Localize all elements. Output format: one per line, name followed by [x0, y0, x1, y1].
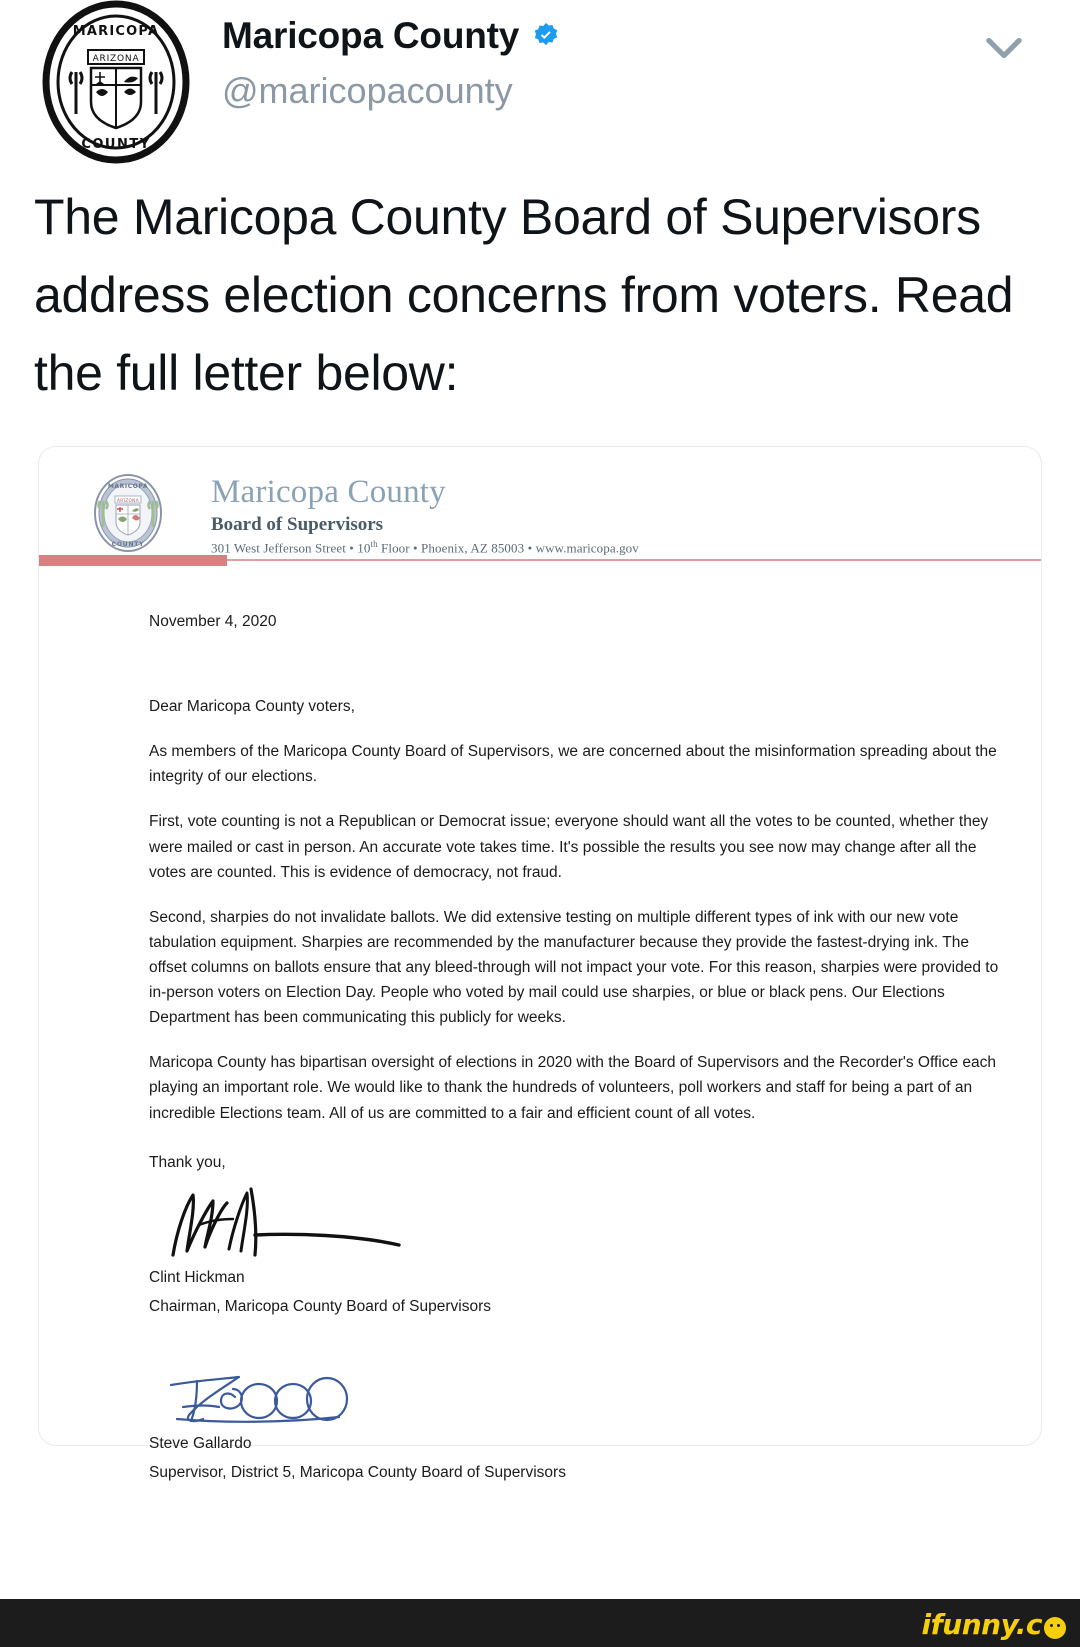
letterhead-subtitle: Board of Supervisors: [211, 513, 384, 535]
footer-bar: [0, 1599, 1080, 1647]
display-name: Maricopa County: [222, 15, 520, 56]
signatory-name-1: Clint Hickman: [149, 1268, 245, 1286]
letter-body: [39, 609, 1041, 1485]
chevron-down-icon[interactable]: [978, 22, 1030, 74]
letter-paragraph-2: First, vote counting is not a Republican or Democrat issue; everyone should want all the votes to be counted, whether they were mailed or cast in person. An accurate vote takes time. It's possible the results you see now may change after all the votes are counted. This is evidence of democracy, not fraud.: [149, 813, 989, 881]
tweet-header: [0, 0, 1080, 150]
letter-date: November 4, 2020: [149, 613, 277, 630]
account-handle[interactable]: @maricopacounty: [222, 69, 513, 111]
verified-badge-icon: [531, 21, 561, 51]
letter-card[interactable]: [38, 446, 1042, 1482]
letterhead: [39, 447, 1041, 555]
tweet-body-text: The Maricopa County Board of Supervisors address election concerns from voters. Read the full letter below:: [34, 189, 1014, 401]
maricopa-county-seal-icon: [91, 473, 165, 553]
svg-text:COUNTY: COUNTY: [81, 137, 151, 152]
letterhead-divider: [39, 555, 1041, 565]
svg-text:MARICOPA: MARICOPA: [72, 24, 160, 39]
signatory-role-2: Supervisor, District 5, Maricopa County Board of Supervisors: [149, 1464, 566, 1482]
signature-block-hickman: [149, 1179, 1009, 1319]
signature-block-gallardo: [149, 1363, 1009, 1485]
ifunny-watermark: [922, 1608, 1067, 1641]
clint-hickman-signature-icon: [155, 1179, 1009, 1263]
signatory-name-2: Steve Gallardo: [149, 1434, 252, 1452]
divider-thick-bar: [39, 555, 227, 566]
ifunny-smiley-icon: [1044, 1617, 1066, 1639]
letter-paragraph-4: Maricopa County has bipartisan oversight of elections in 2020 with the Board of Supervisors and the Recorder's Office each playing an important role. We would like to thank the hundreds of volunteers, poll workers and staff for being a part of an incredible Elections team. All of us are committed to a fair and efficient count of all votes.: [149, 1054, 997, 1122]
letter-salutation: Dear Maricopa County voters,: [149, 698, 355, 716]
letterhead-address: [211, 540, 639, 556]
svg-text:COUNTY: COUNTY: [111, 541, 145, 548]
address-ordinal: th: [370, 538, 378, 549]
steve-gallardo-signature-icon: [163, 1363, 1009, 1429]
letter-closing: Thank you,: [149, 1153, 226, 1171]
tweet-author-block: [222, 8, 978, 110]
address-post: Floor • Phoenix, AZ 85003 • www.maricopa.gov: [377, 539, 639, 555]
ifunny-watermark-text: ifunny.c: [921, 1608, 1042, 1641]
avatar[interactable]: [36, 2, 196, 162]
address-pre: 301 West Jefferson Street • 10: [211, 539, 371, 555]
svg-text:ARIZONA: ARIZONA: [92, 54, 140, 64]
letterhead-title: Maricopa County: [211, 474, 446, 510]
svg-text:ARIZONA: ARIZONA: [117, 498, 139, 503]
svg-text:MARICOPA: MARICOPA: [107, 483, 149, 490]
signatory-role-1: Chairman, Maricopa County Board of Supervisors: [149, 1297, 492, 1315]
letter-paragraph-3: Second, sharpies do not invalidate ballots. We did extensive testing on multiple different types of ink with our new vote tabulation equipment. Sharpies are recommended by the manufacturer because they provide the fastest-drying ink. The offset columns on ballots ensure that any bleed-through will not impact your vote. For this reason, sharpies were provided to in-person voters on Election Day. People who voted by mail could use sharpies, or blue or black pens. Our Elections Department has been communicating this publicly for weeks.: [149, 908, 999, 1027]
letter-paragraph-1: As members of the Maricopa County Board of Supervisors, we are concerned about the misinformation spreading about the integrity of our elections.: [149, 743, 997, 786]
